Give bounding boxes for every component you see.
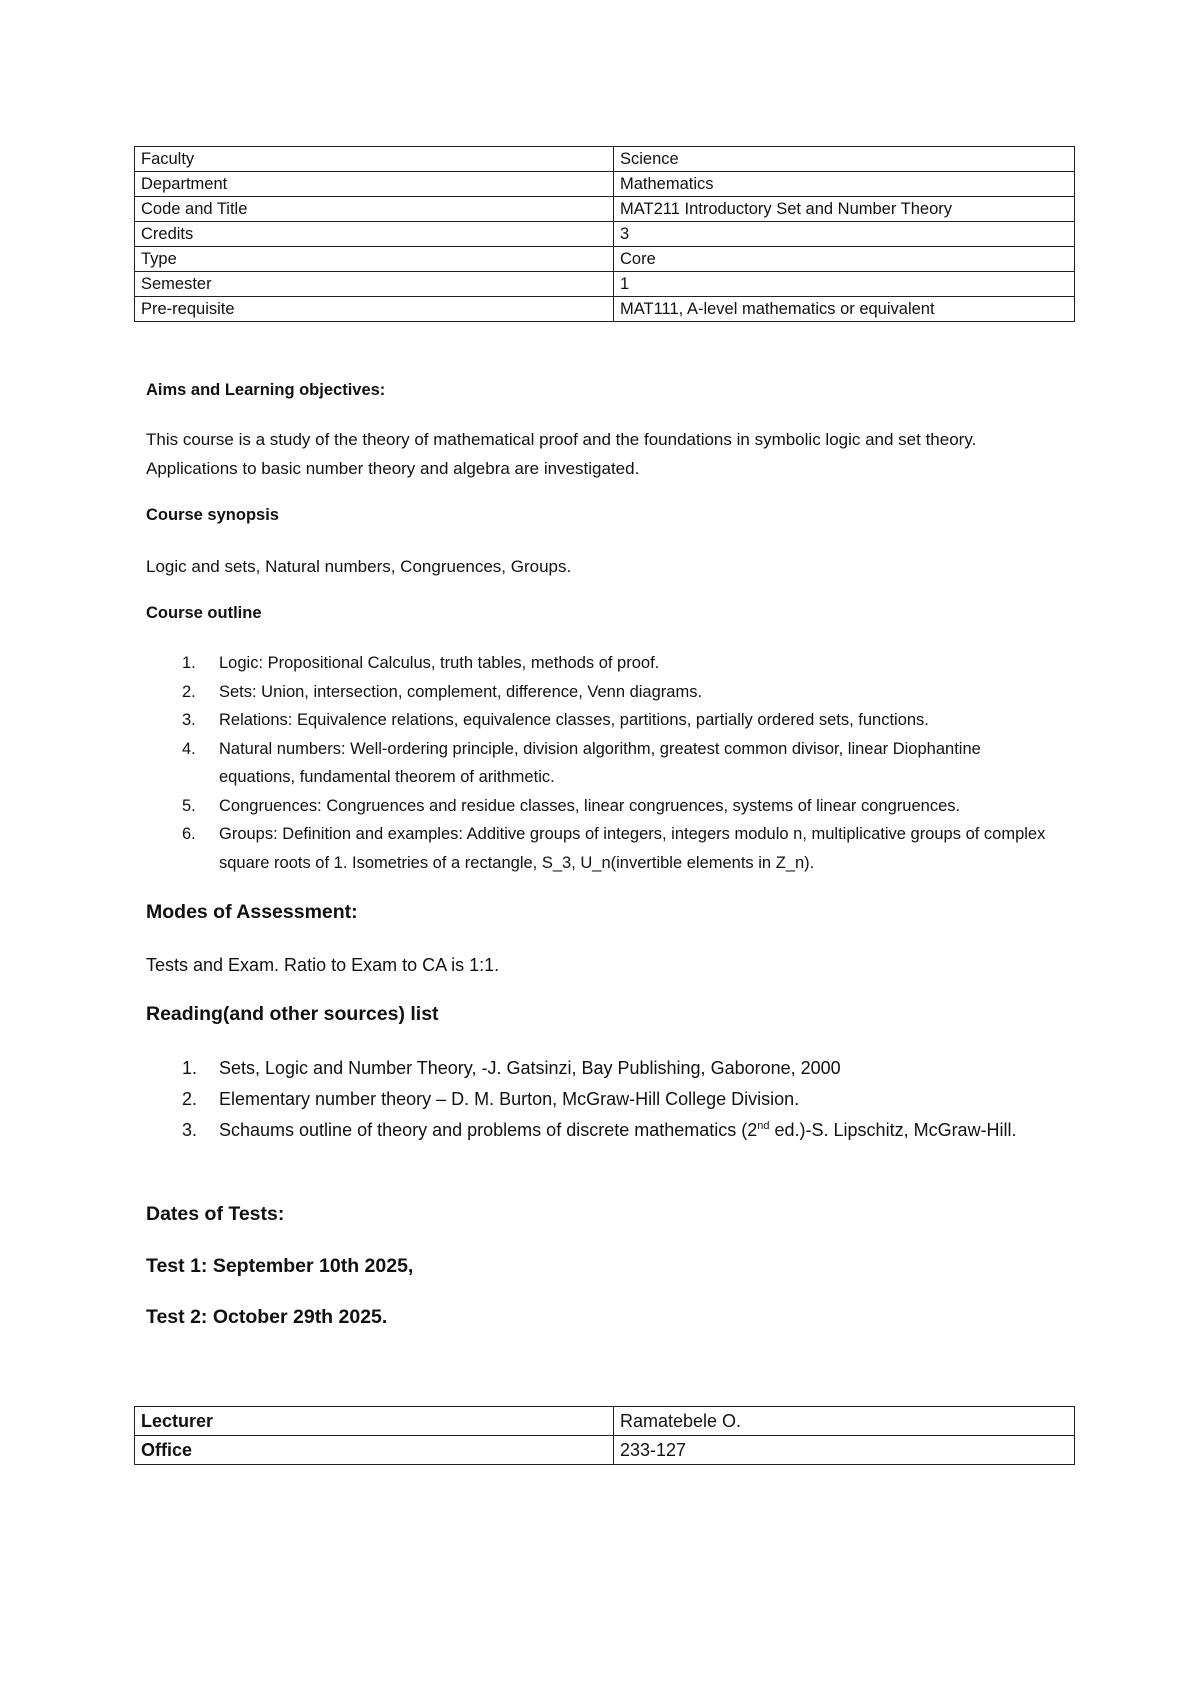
list-item <box>146 1053 1046 1084</box>
row-value: Science <box>614 147 1075 172</box>
lecturer-info-table <box>134 1406 1075 1465</box>
list-text: Elementary number theory – D. M. Burton, McGraw-Hill College Division. <box>219 1089 800 1109</box>
row-label: Type <box>135 247 614 272</box>
list-item <box>146 706 1046 735</box>
list-item <box>146 1115 1046 1146</box>
row-label: Semester <box>135 272 614 297</box>
table-row <box>135 272 1075 297</box>
row-value: Ramatebele O. <box>614 1407 1075 1436</box>
aims-heading: Aims and Learning objectives: <box>146 381 386 399</box>
list-item <box>146 792 1046 821</box>
list-item <box>146 1084 1046 1115</box>
list-number: 1. <box>182 654 196 672</box>
list-text: Natural numbers: Well-ordering principle, division algorithm, greatest common divisor, linear Diophantine equations, fundamental theorem of arithmetic. <box>219 739 981 786</box>
test-2-date: Test 2: October 29th 2025. <box>146 1306 388 1328</box>
row-label: Pre-requisite <box>135 297 614 322</box>
superscript: nd <box>757 1120 770 1132</box>
assessment-heading: Modes of Assessment: <box>146 901 358 923</box>
table-row <box>135 297 1075 322</box>
test-1-date: Test 1: September 10th 2025, <box>146 1255 414 1277</box>
list-number: 2. <box>182 1089 198 1109</box>
list-text: Relations: Equivalence relations, equivalence classes, partitions, partially ordered sets, functions. <box>219 711 929 729</box>
list-number: 2. <box>182 682 196 701</box>
list-item <box>146 735 1046 792</box>
row-value: 3 <box>614 222 1075 247</box>
row-value: Core <box>614 247 1075 272</box>
list-number: 3. <box>182 1120 198 1140</box>
table-row <box>135 1407 1075 1436</box>
row-label: Credits <box>135 222 614 247</box>
assessment-text: Tests and Exam. Ratio to Exam to CA is 1:1. <box>146 955 500 975</box>
reading-heading: Reading(and other sources) list <box>146 1003 439 1025</box>
reading-list <box>146 1053 1046 1146</box>
row-value: MAT211 Introductory Set and Number Theory <box>614 197 1075 222</box>
list-text: Logic: Propositional Calculus, truth tables, methods of proof. <box>219 654 660 672</box>
tests-heading: Dates of Tests: <box>146 1203 285 1225</box>
list-text-start: Schaums outline of theory and problems of discrete mathematics (2 <box>219 1120 758 1140</box>
row-label: Department <box>135 172 614 197</box>
list-text: Groups: Definition and examples: Additive groups of integers, integers modulo n, multiplicative groups of complex square roots of 1. Isometries of a rectangle, S_3, U_n(invertible elements in Z_n). <box>219 825 1046 872</box>
table-row <box>135 197 1075 222</box>
course-outline-list <box>146 649 1046 877</box>
row-value: 233-127 <box>614 1436 1075 1465</box>
list-item <box>146 678 1046 707</box>
list-text: Sets: Union, intersection, complement, difference, Venn diagrams. <box>219 682 703 701</box>
list-item <box>146 649 1046 678</box>
aims-text: This course is a study of the theory of mathematical proof and the foundations in symbolic logic and set theory. Applications to basic number theory and algebra are investigated. <box>146 430 977 478</box>
row-value: Mathematics <box>614 172 1075 197</box>
table-row <box>135 222 1075 247</box>
list-number: 6. <box>182 825 196 843</box>
list-text-end: ed.)-S. Lipschitz, McGraw-Hill. <box>769 1120 1017 1140</box>
list-text: Congruences: Congruences and residue classes, linear congruences, systems of linear congruences. <box>219 796 961 815</box>
list-number: 5. <box>182 796 196 815</box>
row-label: Lecturer <box>135 1407 614 1436</box>
list-item <box>146 820 1046 877</box>
row-label: Faculty <box>135 147 614 172</box>
table-row <box>135 147 1075 172</box>
row-label: Office <box>135 1436 614 1465</box>
list-number: 4. <box>182 739 196 758</box>
synopsis-heading: Course synopsis <box>146 506 279 524</box>
table-row <box>135 1436 1075 1465</box>
table-row <box>135 247 1075 272</box>
course-info-table <box>134 146 1075 322</box>
list-number: 1. <box>182 1058 198 1078</box>
row-value: MAT111, A-level mathematics or equivalent <box>614 297 1075 322</box>
list-text: Sets, Logic and Number Theory, -J. Gatsinzi, Bay Publishing, Gaborone, 2000 <box>219 1058 841 1078</box>
table-row <box>135 172 1075 197</box>
outline-heading: Course outline <box>146 604 262 622</box>
row-label: Code and Title <box>135 197 614 222</box>
list-number: 3. <box>182 711 196 729</box>
row-value: 1 <box>614 272 1075 297</box>
synopsis-text: Logic and sets, Natural numbers, Congruences, Groups. <box>146 557 572 576</box>
